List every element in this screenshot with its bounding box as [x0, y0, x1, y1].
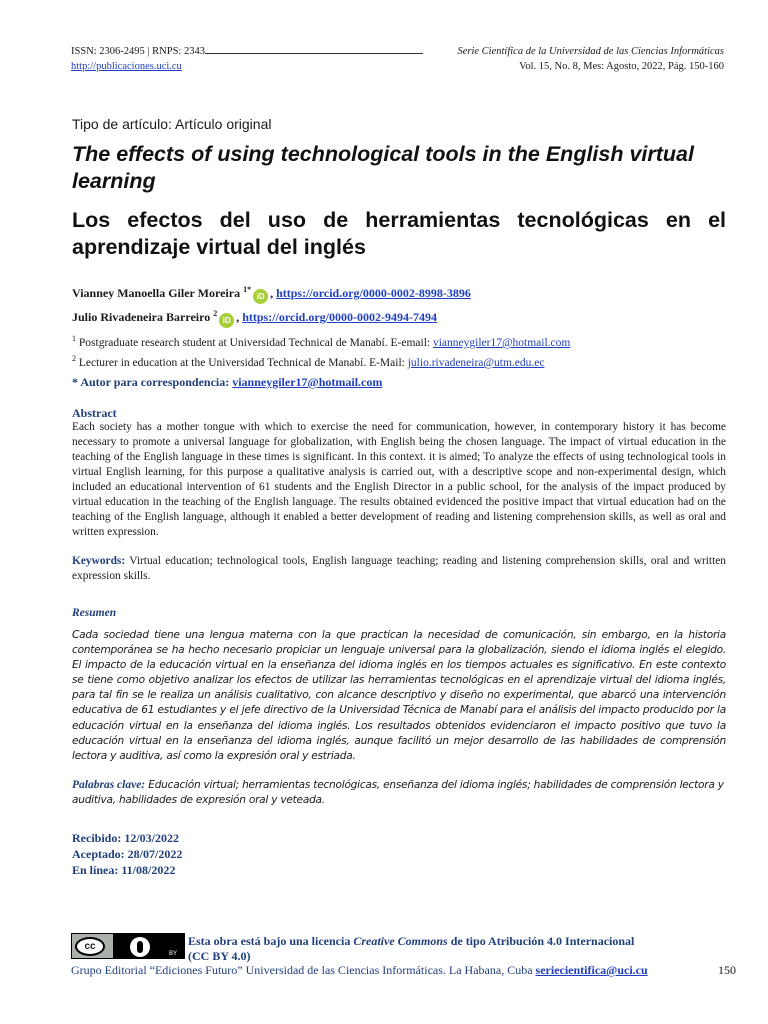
affil-email-link[interactable]: vianneygiler17@hotmail.com: [432, 336, 571, 349]
journal-url-link[interactable]: http://publicaciones.uci.cu: [71, 61, 182, 72]
affiliations: [72, 331, 570, 371]
license-post: de tipo Atribución 4.0 Internacional: [447, 934, 635, 948]
affil-sup: 1: [72, 334, 76, 343]
affil-text: Lecturer in education at the Universidad Technical de Manabí. E-Mail:: [78, 356, 408, 369]
affil-text: Postgraduate research student at Universidad Technical de Manabí. E-email:: [78, 336, 433, 349]
correspondence-label: * Autor para correspondencia:: [72, 375, 233, 389]
volume-info: Vol. 15, No. 8, Mes: Agosto, 2022, Pág. 150-160: [519, 61, 724, 72]
series-name: Serie Científica de la Universidad de las Ciencias Informáticas: [457, 46, 724, 57]
license-pre: Esta obra está bajo una licencia: [188, 934, 354, 948]
author-affil-sup: 2: [213, 309, 218, 318]
license-line-1: [188, 934, 634, 949]
palabras-clave-label: Palabras clave:: [72, 779, 146, 791]
header-left: [71, 44, 423, 74]
correspondence: [72, 375, 382, 390]
author-row: Julio Rivadeneira Barreiro $^2$iD , https://orcid.org/0000-0002-9494-7494: [72, 304, 471, 328]
attribution-person-icon: [130, 937, 150, 957]
palabras-clave: [72, 778, 726, 808]
article-dates: [72, 830, 182, 878]
orcid-link[interactable]: https://orcid.org/0000-0002-8998-3896: [276, 286, 471, 300]
keywords-text: Virtual education; technological tools, English language teaching; reading and listening comprehension skills, oral and written expression skills.: [72, 555, 726, 582]
page-number: 150: [718, 963, 736, 977]
date-online: En línea: 11/08/2022: [72, 863, 176, 877]
correspondence-email-link[interactable]: vianneygiler17@hotmail.com: [232, 375, 383, 389]
affiliation-item: [72, 331, 570, 351]
footer-text: Grupo Editorial “Ediciones Futuro” Universidad de las Ciencias Informáticas. La Habana, Cuba: [71, 963, 536, 977]
by-label: BY: [169, 951, 178, 957]
abstract-heading: Abstract: [72, 406, 117, 420]
author-name: Vianney Manoella Giler Moreira: [72, 286, 241, 300]
affil-email-link[interactable]: julio.rivadeneira@utm.edu.ec: [407, 356, 545, 369]
author-list: [72, 280, 471, 328]
affil-sup: 2: [72, 353, 76, 363]
license-text: [188, 934, 634, 964]
resumen-heading: Resumen: [72, 607, 117, 619]
title-english: The effects of using technological tools in the English virtual learning: [72, 142, 694, 193]
author-affil-sup: 1*: [243, 285, 252, 294]
palabras-clave-text: Educación virtual; herramientas tecnológicas, enseñanza del idioma inglés; habilidades de comprensión lectora y auditiva, habilidades de expresión oral y veteada.: [72, 779, 724, 806]
title-spanish: Los efectos del uso de herramientas tecnológicas en el aprendizaje virtual del inglés: [72, 208, 726, 259]
date-accepted: Aceptado: 28/07/2022: [72, 847, 183, 861]
license-name: Creative Commons: [353, 934, 448, 948]
issn-line: [71, 44, 423, 59]
abstract-text: Each society has a mother tongue with which to exercise the need for communication, however, in contemporary history it has become necessary to promote a universal language for globalization, with English being the chosen language. The impact of virtual education in the teaching of the English language in these times is significant. In this context. it is aimed; To analyze the effects of using technological tools in virtual English learning, for this purpose a qualitative analysis is carried out, with a descriptive scope and non-experimental design, which included an educational intervention of 61 students and the English Director in a public school, for the analysis of the impact produced by virtual education in the teaching of the English language. The results obtained evidenced the positive impact that virtual education had on the teaching of the English language, although it enabled a better development of reading and listening comprehension skills, as well as oral and written expression.: [72, 421, 726, 538]
orcid-icon[interactable]: iD: [219, 313, 234, 328]
footer: [71, 963, 648, 978]
author-name: Julio Rivadeneira Barreiro: [72, 310, 211, 324]
author-row: Vianney Manoella Giler Moreira $^{1*}$iD , https://orcid.org/0000-0002-8998-3896: [72, 280, 471, 304]
footer-email-link[interactable]: seriecientifica@uci.cu: [535, 963, 648, 977]
header-right: [457, 44, 724, 74]
issn-text: ISSN: 2306-2495 | RNPS: 2343: [71, 46, 205, 57]
article-type: Tipo de artículo: Artículo original: [72, 116, 272, 132]
orcid-icon[interactable]: iD: [253, 289, 268, 304]
cc-by-license-badge[interactable]: [71, 933, 185, 959]
resumen-text: Cada sociedad tiene una lengua materna con la que practican la necesidad de comunicación, sin embargo, en la historia contemporánea se ha hecho necesario propiciar un lenguaje universal para la globalización, siendo el idioma inglés el elegido. El impacto de la educación virtual en la enseñanza del idioma inglés en los tiempos actuales es significativo. En este contexto se tiene como objetivo analizar los efectos de utilizar las herramientas tecnológicas en el aprendizaje virtual del idioma inglés, para tal fin se le realiza un análisis cualitativo, con alcance descriptivo y diseño no experimental, que abarcó una intervención educativa de 61 estudiantes y el jefe directivo de la Universidad Técnica de Manabí para el análisis del impacto producido por la educación virtual en la enseñanza del idioma inglés. Los resultados obtenidos evidenciaron el impacto positivo que tuvo la educación virtual en la enseñanza del idioma inglés, aunque facilitó un mejor desarrollo de las habilidades de comprensión lectora y auditiva, así como la expresión oral y estriada.: [72, 629, 726, 762]
affiliation-item: [72, 351, 570, 371]
keywords-label: Keywords:: [72, 555, 126, 567]
cc-icon: cc: [75, 937, 105, 956]
header-rule: [205, 44, 423, 54]
keywords: [72, 554, 726, 584]
license-line-2: (CC BY 4.0): [188, 949, 251, 963]
date-received: Recibido: 12/03/2022: [72, 831, 179, 845]
orcid-link[interactable]: https://orcid.org/0000-0002-9494-7494: [242, 310, 437, 324]
